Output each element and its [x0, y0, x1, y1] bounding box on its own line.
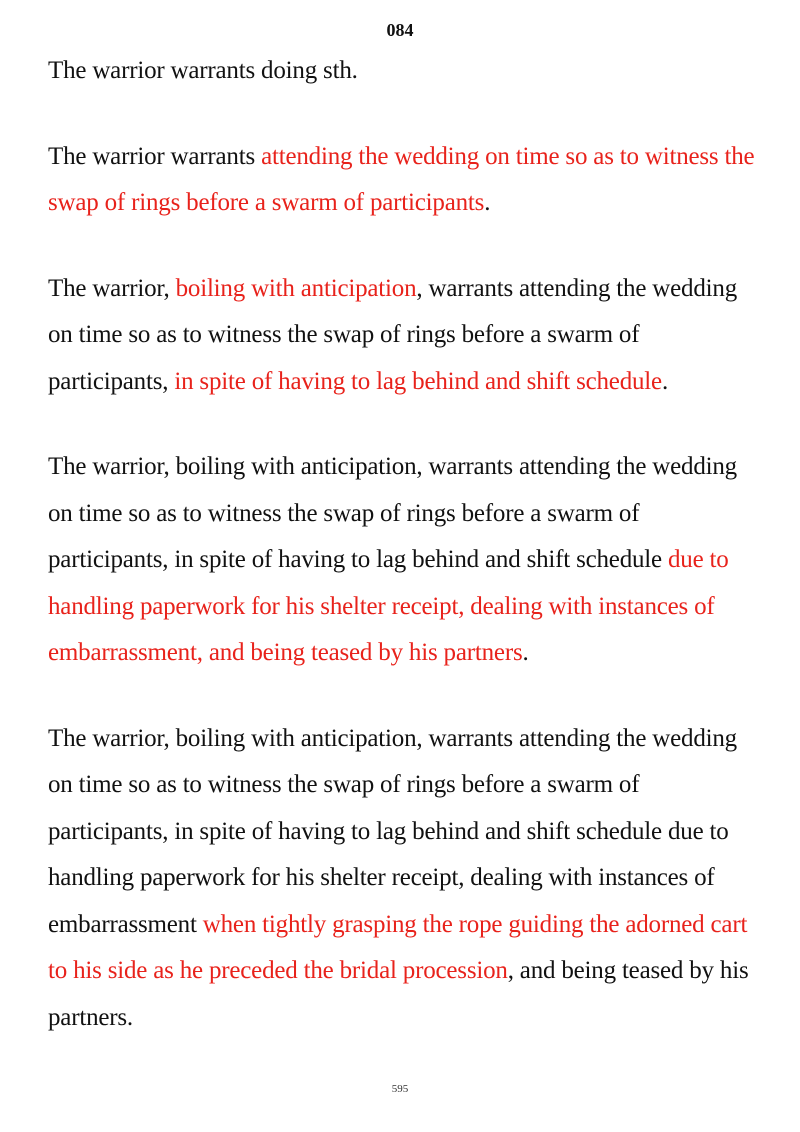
- sentence-segment: The warrior warrants: [48, 142, 262, 170]
- sentence-segment: The warrior,: [48, 274, 176, 302]
- document-body: [48, 48, 760, 1041]
- sentence-paragraph-2: [48, 134, 760, 227]
- sentence-segment: .: [484, 189, 491, 216]
- highlighted-phrase: boiling with anticipation: [175, 274, 417, 302]
- sentence-segment: The warrior warrants doing sth.: [48, 57, 358, 84]
- page-footer-number: 595: [391, 1083, 409, 1095]
- sentence-paragraph-5: [48, 716, 760, 1042]
- sentence-paragraph-3: [48, 266, 760, 406]
- sentence-segment: .: [522, 639, 529, 666]
- page-header-number: 084: [386, 20, 414, 40]
- sentence-paragraph-4: [48, 444, 760, 677]
- sentence-paragraph-1: [48, 48, 760, 95]
- sentence-segment: The warrior, boiling with anticipation, warrants attending the wedding on time so as to witness the swap of rings before a swarm of participants, in spite of having to lag behind and shift schedule: [48, 453, 737, 573]
- highlighted-phrase: in spite of having to lag behind and shift schedule: [174, 367, 662, 395]
- highlighted-phrase: when tightly grasping the rope guiding the adorned cart to his side as he preceded the bridal procession: [48, 910, 748, 984]
- sentence-segment: , warrants attending the wedding on time so as to witness the swap of rings before a swarm of participants,: [48, 274, 737, 395]
- sentence-segment: , and being teased by his partners.: [48, 957, 749, 1031]
- highlighted-phrase: attending the wedding on time so as to witness the swap of rings before a swarm of participants: [48, 142, 755, 216]
- sentence-segment: The warrior, boiling with anticipation, warrants attending the wedding on time so as to witness the swap of rings before a swarm of participants, in spite of having to lag behind and shift schedule due to handling paperwork for his shelter receipt, dealing with instances of embarrassment: [48, 724, 737, 938]
- sentence-segment: .: [661, 367, 669, 395]
- highlighted-phrase: due to handling paperwork for his shelter receipt, dealing with instances of embarrassment, and being teased by his partners: [48, 546, 729, 666]
